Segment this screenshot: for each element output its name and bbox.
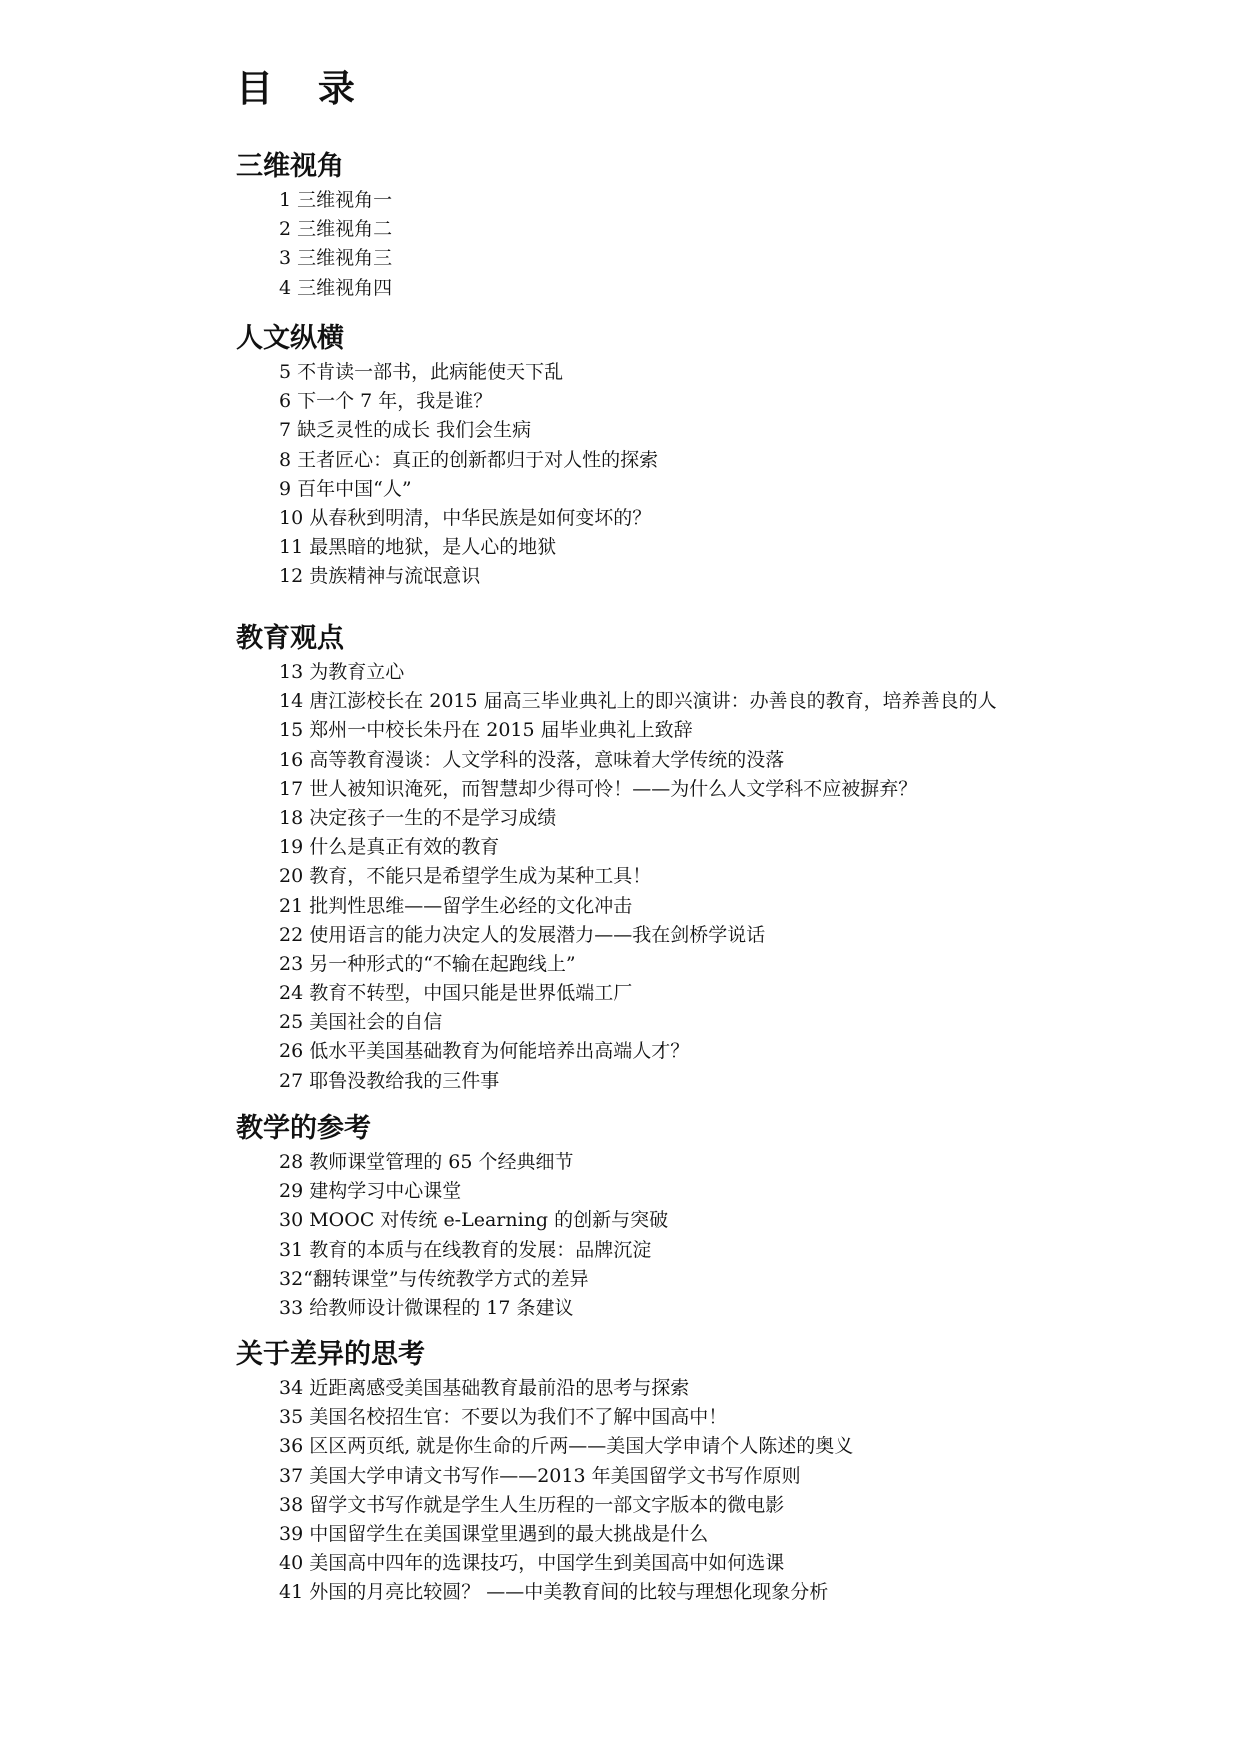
section-heading: 教育观点	[236, 623, 344, 654]
toc-entry[interactable]: 30 MOOC 对传统 e-Learning 的创新与突破	[279, 1209, 669, 1232]
entry-list	[0, 358, 1240, 592]
entry-list	[0, 1374, 1240, 1608]
toc-section-renwen	[0, 320, 1240, 592]
toc-entry[interactable]: 24 教育不转型，中国只能是世界低端工厂	[279, 982, 633, 1005]
toc-entry[interactable]: 41 外国的月亮比较圆？ ——中美教育间的比较与理想化现象分析	[279, 1581, 829, 1604]
toc-entry[interactable]: 5 不肯读一部书，此病能使天下乱	[279, 361, 564, 383]
toc-entry[interactable]: 16 高等教育漫谈：人文学科的没落，意味着大学传统的没落	[279, 748, 785, 771]
toc-entry[interactable]: 4 三维视角四	[279, 276, 393, 299]
toc-entry[interactable]: 31 教育的本质与在线教育的发展：品牌沉淀	[279, 1238, 652, 1261]
toc-entry[interactable]: 37 美国大学申请文书写作——2013 年美国留学文书写作原则	[279, 1464, 801, 1487]
toc-entry[interactable]: 7 缺乏灵性的成长 我们会生病	[279, 419, 532, 442]
toc-section-jiaoxue	[0, 1110, 1240, 1323]
toc-section-jiaoyu	[0, 620, 1240, 1096]
toc-entry[interactable]: 39 中国留学生在美国课堂里遇到的最大挑战是什么	[279, 1522, 709, 1545]
toc-entry[interactable]: 12 贵族精神与流氓意识	[279, 565, 481, 588]
toc-entry[interactable]: 10 从春秋到明清，中华民族是如何变坏的？	[279, 506, 652, 529]
toc-entry[interactable]: 33 给教师设计微课程的 17 条建议	[279, 1296, 574, 1319]
toc-entry[interactable]: 6 下一个 7 年，我是谁？	[279, 390, 493, 413]
toc-entry[interactable]: 26 低水平美国基础教育为何能培养出高端人才？	[279, 1040, 690, 1063]
entry-list	[0, 658, 1240, 1096]
toc-entry[interactable]: 32“翻转课堂”与传统教学方式的差异	[279, 1267, 589, 1290]
entry-list	[0, 186, 1240, 303]
page-title: 目 录	[236, 67, 371, 110]
toc-entry[interactable]: 22 使用语言的能力决定人的发展潜力——我在剑桥学说话	[279, 923, 766, 946]
toc-section-chayi	[0, 1336, 1240, 1608]
toc-entry[interactable]: 35 美国名校招生官：不要以为我们不了解中国高中！	[279, 1406, 728, 1429]
toc-entry[interactable]: 19 什么是真正有效的教育	[279, 836, 500, 859]
toc-entry[interactable]: 11 最黑暗的地狱，是人心的地狱	[279, 536, 557, 559]
toc-entry[interactable]: 9 百年中国“人”	[279, 477, 412, 500]
toc-entry[interactable]: 40 美国高中四年的选课技巧，中国学生到美国高中如何选课	[279, 1552, 785, 1575]
toc-entry[interactable]: 36 区区两页纸, 就是你生命的斤两——美国大学申请个人陈述的奥义	[279, 1435, 854, 1458]
toc-entry[interactable]: 21 批判性思维——留学生必经的文化冲击	[279, 894, 633, 917]
toc-entry[interactable]: 23 另一种形式的“不输在起跑线上”	[279, 952, 576, 975]
section-heading: 三维视角	[236, 151, 344, 182]
toc-entry[interactable]: 15 郑州一中校长朱丹在 2015 届毕业典礼上致辞	[279, 719, 693, 742]
toc-entry[interactable]: 17 世人被知识淹死，而智慧却少得可怜！——为什么人文学科不应被摒弃？	[279, 777, 918, 800]
toc-entry[interactable]: 28 教师课堂管理的 65 个经典细节	[279, 1151, 574, 1173]
toc-entry[interactable]: 20 教育，不能只是希望学生成为某种工具！	[279, 865, 652, 888]
toc-entry[interactable]: 25 美国社会的自信	[279, 1011, 443, 1034]
toc-entry[interactable]: 18 决定孩子一生的不是学习成绩	[279, 806, 557, 829]
toc-entry[interactable]: 13 为教育立心	[279, 661, 405, 683]
toc-entry[interactable]: 38 留学文书写作就是学生人生历程的一部文字版本的微电影	[279, 1493, 785, 1516]
toc-entry[interactable]: 1 三维视角一	[279, 189, 393, 211]
toc-entry[interactable]: 29 建构学习中心课堂	[279, 1180, 462, 1203]
toc-entry[interactable]: 27 耶鲁没教给我的三件事	[279, 1069, 500, 1092]
toc-entry[interactable]: 2 三维视角二	[279, 218, 393, 241]
section-heading: 人文纵横	[236, 323, 344, 354]
toc-section-sanwei	[0, 148, 1240, 303]
toc-entry[interactable]: 3 三维视角三	[279, 247, 393, 270]
entry-list	[0, 1148, 1240, 1323]
toc-entry[interactable]: 34 近距离感受美国基础教育最前沿的思考与探索	[279, 1377, 690, 1399]
section-heading: 教学的参考	[236, 1113, 371, 1144]
section-heading: 关于差异的思考	[236, 1339, 425, 1370]
toc-entry[interactable]: 8 王者匠心：真正的创新都归于对人性的探索	[279, 448, 659, 471]
toc-entry[interactable]: 14 唐江澎校长在 2015 届高三毕业典礼上的即兴演讲：办善良的教育，培养善良的人	[279, 690, 997, 713]
